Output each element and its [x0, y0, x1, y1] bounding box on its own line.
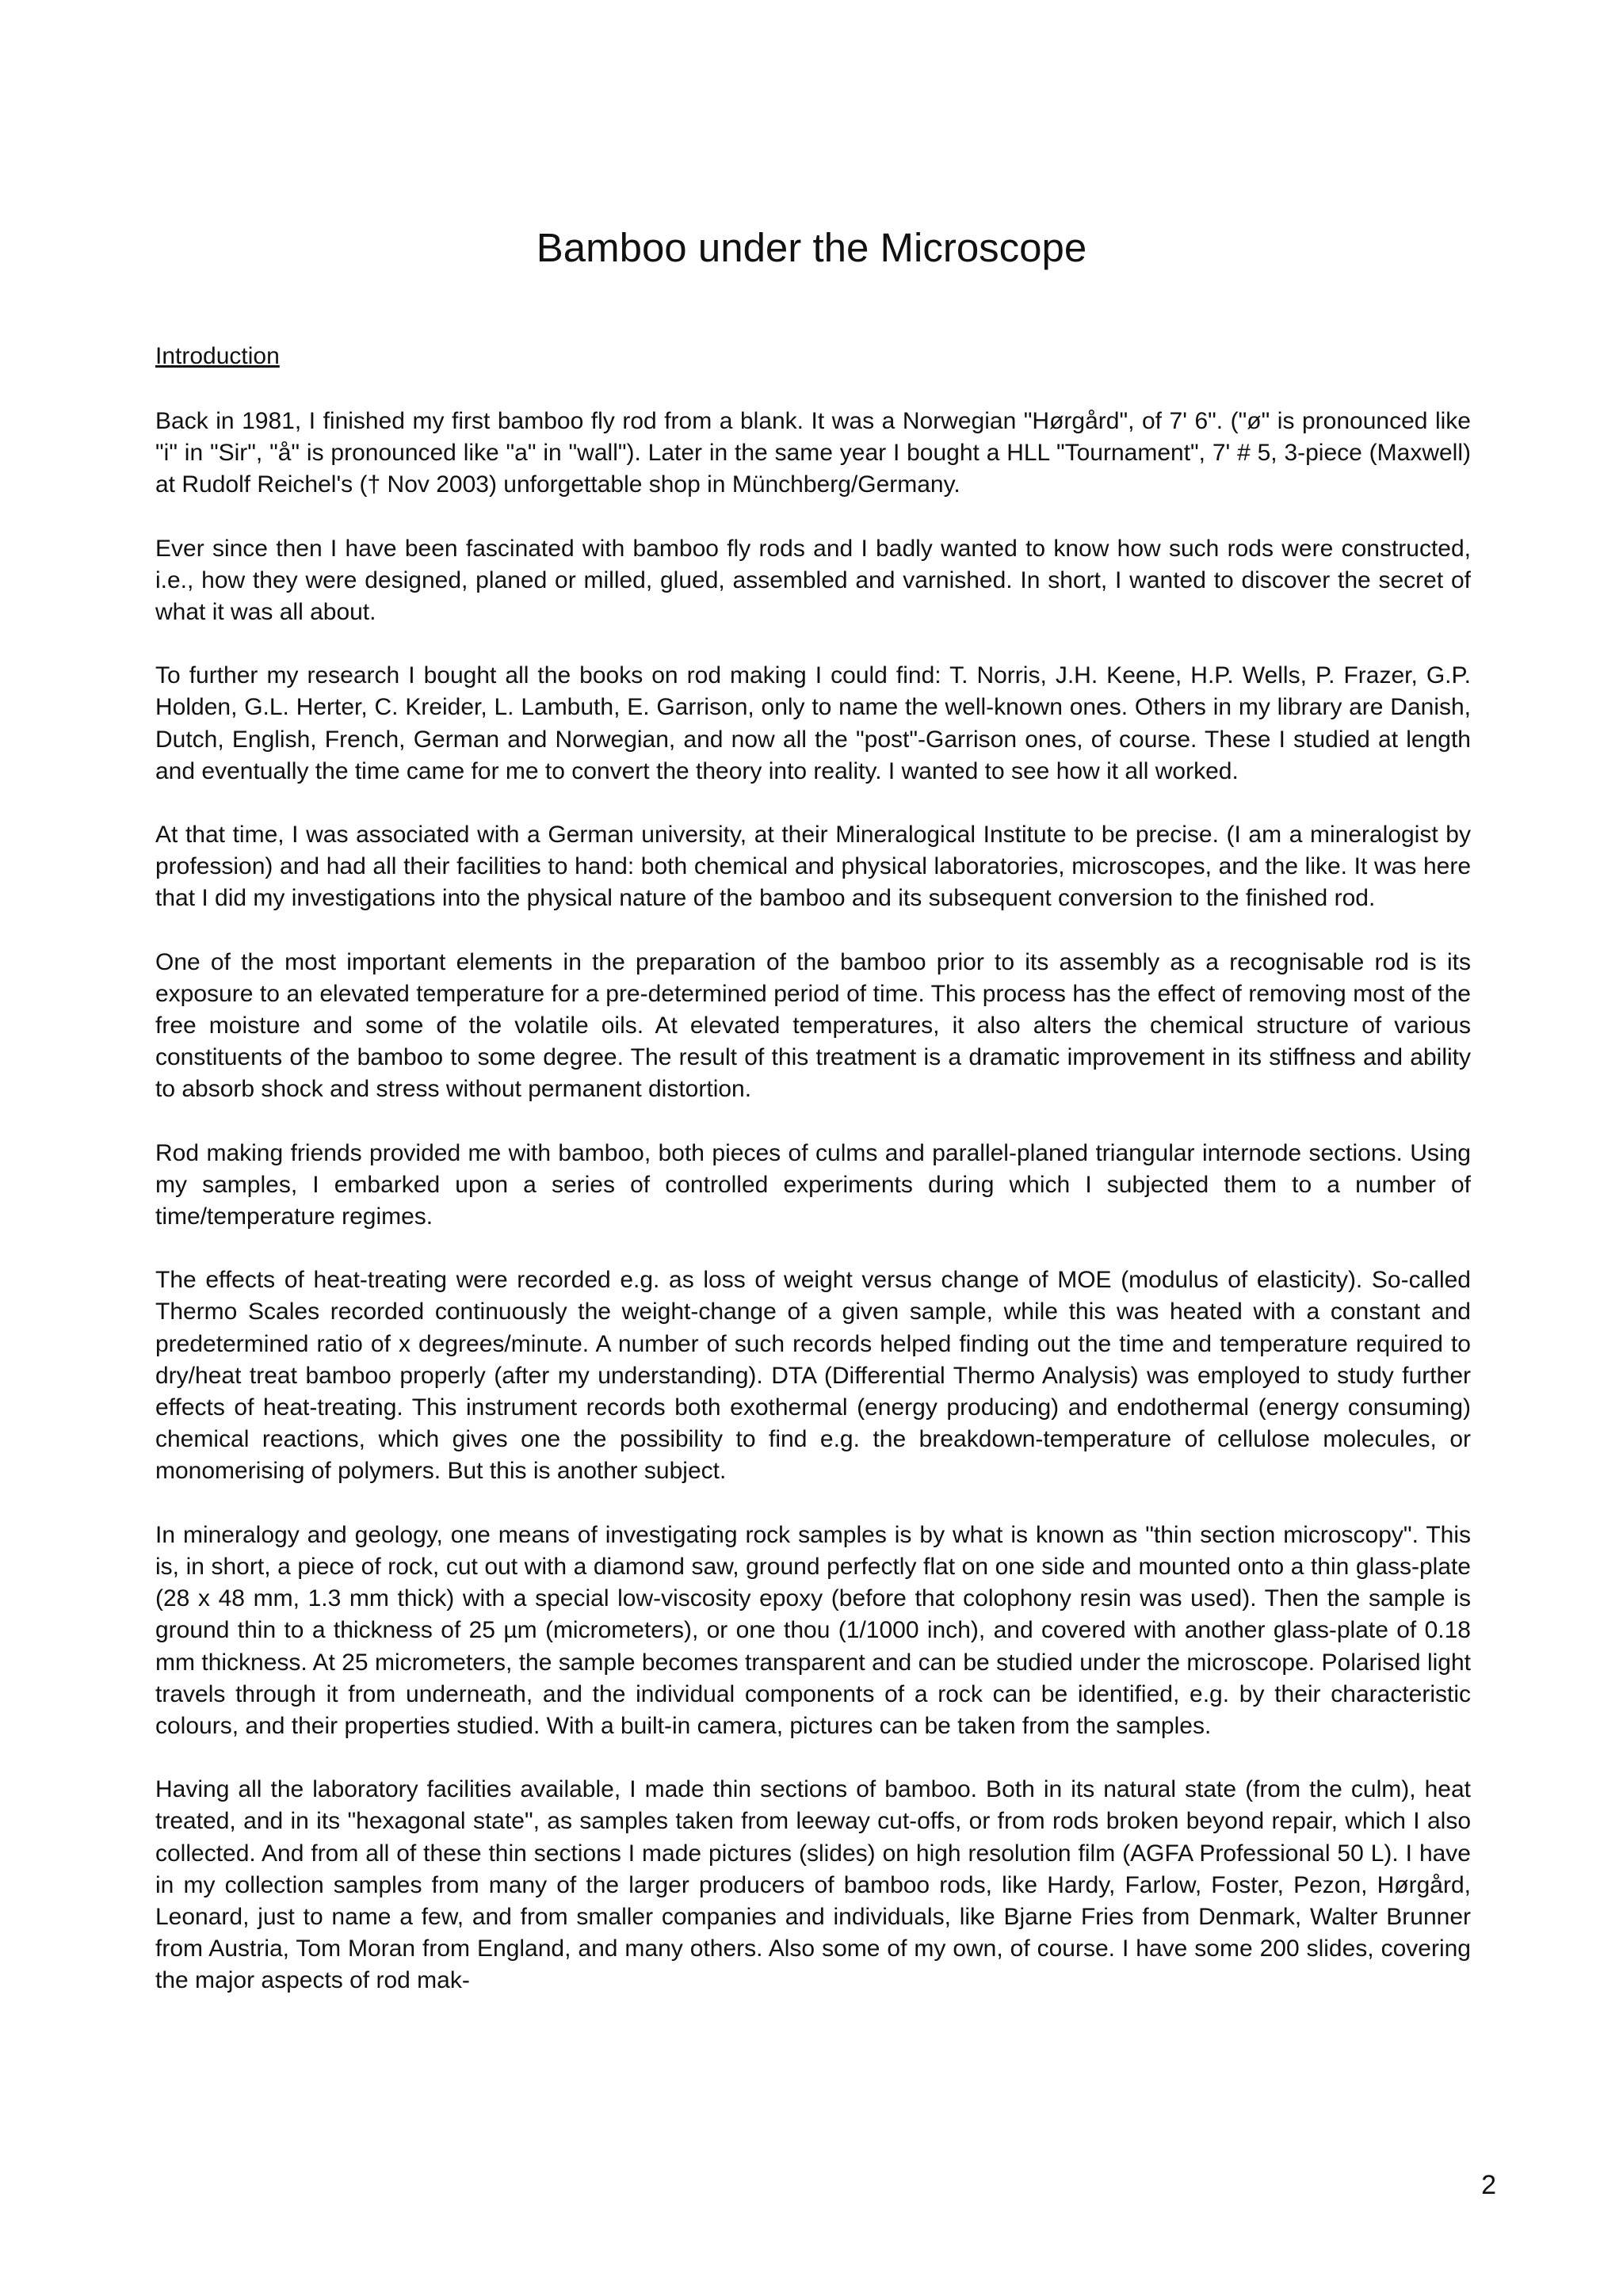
- section-heading-introduction: Introduction: [155, 343, 280, 369]
- document-body: [155, 341, 1471, 2029]
- page-number: 2: [1481, 2170, 1496, 2200]
- paragraph-3: To further my research I bought all the books on rod making I could find: T. Norris, J.H. Keene, H.P. Wells, P. Frazer, G.P. Holden, G.L. Herter, C. Kreider, L. Lambuth, E. Garrison, only to name the well-known ones. Others in my library are Danish, Dutch, English, French, German and Norwegian, and now all the "post"-Garrison ones, of course. These I studied at length and eventually the time came for me to convert the theory into reality. I wanted to see how it all worked.: [155, 662, 1471, 784]
- paragraph-4: At that time, I was associated with a German university, at their Mineralogical Institute to be precise. (I am a mineralogist by profession) and had all their facilities to hand: both chemical and physical laboratories, microscopes, and the like. It was here that I did my investigations into the physical nature of the bamboo and its subsequent conversion to the finished rod.: [155, 822, 1471, 912]
- paragraph-6: Rod making friends provided me with bamboo, both pieces of culms and parallel-planed triangular internode sections. Using my samples, I embarked upon a series of controlled experiments during which I subjected them to a number of time/temperature regimes.: [155, 1139, 1471, 1230]
- paragraph-2: Ever since then I have been fascinated with bamboo fly rods and I badly wanted to know how such rods were constructed, i.e., how they were designed, planed or milled, glued, assembled and varnished. In short, I wanted to discover the secret of what it was all about.: [155, 535, 1471, 626]
- paragraph-9: Having all the laboratory facilities available, I made thin sections of bamboo. Both in its natural state (from the culm), heat treated, and in its "hexagonal state", as samples taken from leeway cut-offs, or from rods broken beyond repair, which I also collected. And from all of these thin sections I made pictures (slides) on high resolution film (AGFA Professional 50 L). I have in my collection samples from many of the larger producers of bamboo rods, like Hardy, Farlow, Foster, Pezon, Hørgård, Leonard, just to name a few, and from smaller companies and individuals, like Bjarne Fries from Denmark, Walter Brunner from Austria, Tom Moran from England, and many others. Also some of my own, of course. I have some 200 slides, covering the major aspects of rod mak-: [155, 1776, 1471, 1994]
- paragraph-8: In mineralogy and geology, one means of investigating rock samples is by what is known as "thin section microscopy". This is, in short, a piece of rock, cut out with a diamond saw, ground perfectly flat on one side and mounted onto a thin glass-plate (28 x 48 mm, 1.3 mm thick) with a special low-viscosity epoxy (before that colophony resin was used). Then the sample is ground thin to a thickness of 25 µm (micrometers), or one thou (1/1000 inch), and covered with another glass-plate of 0.18 mm thickness. At 25 micrometers, the sample becomes transparent and can be studied under the microscope. Polarised light travels through it from underneath, and the individual components of a rock can be identified, e.g. by their characteristic colours, and their properties studied. With a built-in camera, pictures can be taken from the samples.: [155, 1521, 1471, 1739]
- paragraph-7: The effects of heat-treating were recorded e.g. as loss of weight versus change of MOE (modulus of elasticity). So-called Thermo Scales recorded continuously the weight-change of a given sample, while this was heated with a constant and predetermined ratio of x degrees/minute. A number of such records helped finding out the time and temperature required to dry/heat treat bamboo properly (after my understanding). DTA (Differential Thermo Analysis) was employed to study further effects of heat-treating. This instrument records both exothermal (energy producing) and endothermal (energy consuming) chemical reactions, which gives one the possibility to find e.g. the breakdown-temperature of cellulose molecules, or monomerising of polymers. But this is another subject.: [155, 1267, 1471, 1485]
- paragraph-5: One of the most important elements in the preparation of the bamboo prior to its assembly as a recognisable rod is its exposure to an elevated temperature for a pre-determined period of time. This process has the effect of removing most of the free moisture and some of the volatile oils. At elevated temperatures, it also alters the chemical structure of various constituents of the bamboo to some degree. The result of this treatment is a dramatic improvement in its stiffness and ability to absorb shock and stress without permanent distortion.: [155, 948, 1471, 1103]
- document-title: Bamboo under the Microscope: [536, 225, 1087, 270]
- paragraph-1: Back in 1981, I finished my first bamboo fly rod from a blank. It was a Norwegian "Hørgård", of 7' 6". ("ø" is pronounced like "i" in "Sir", "å" is pronounced like "a" in "wall"). Later in the same year I bought a HLL "Tournament", 7' # 5, 3-piece (Maxwell) at Rudolf Reichel's († Nov 2003) unforgettable shop in Münchberg/Germany.: [155, 408, 1471, 498]
